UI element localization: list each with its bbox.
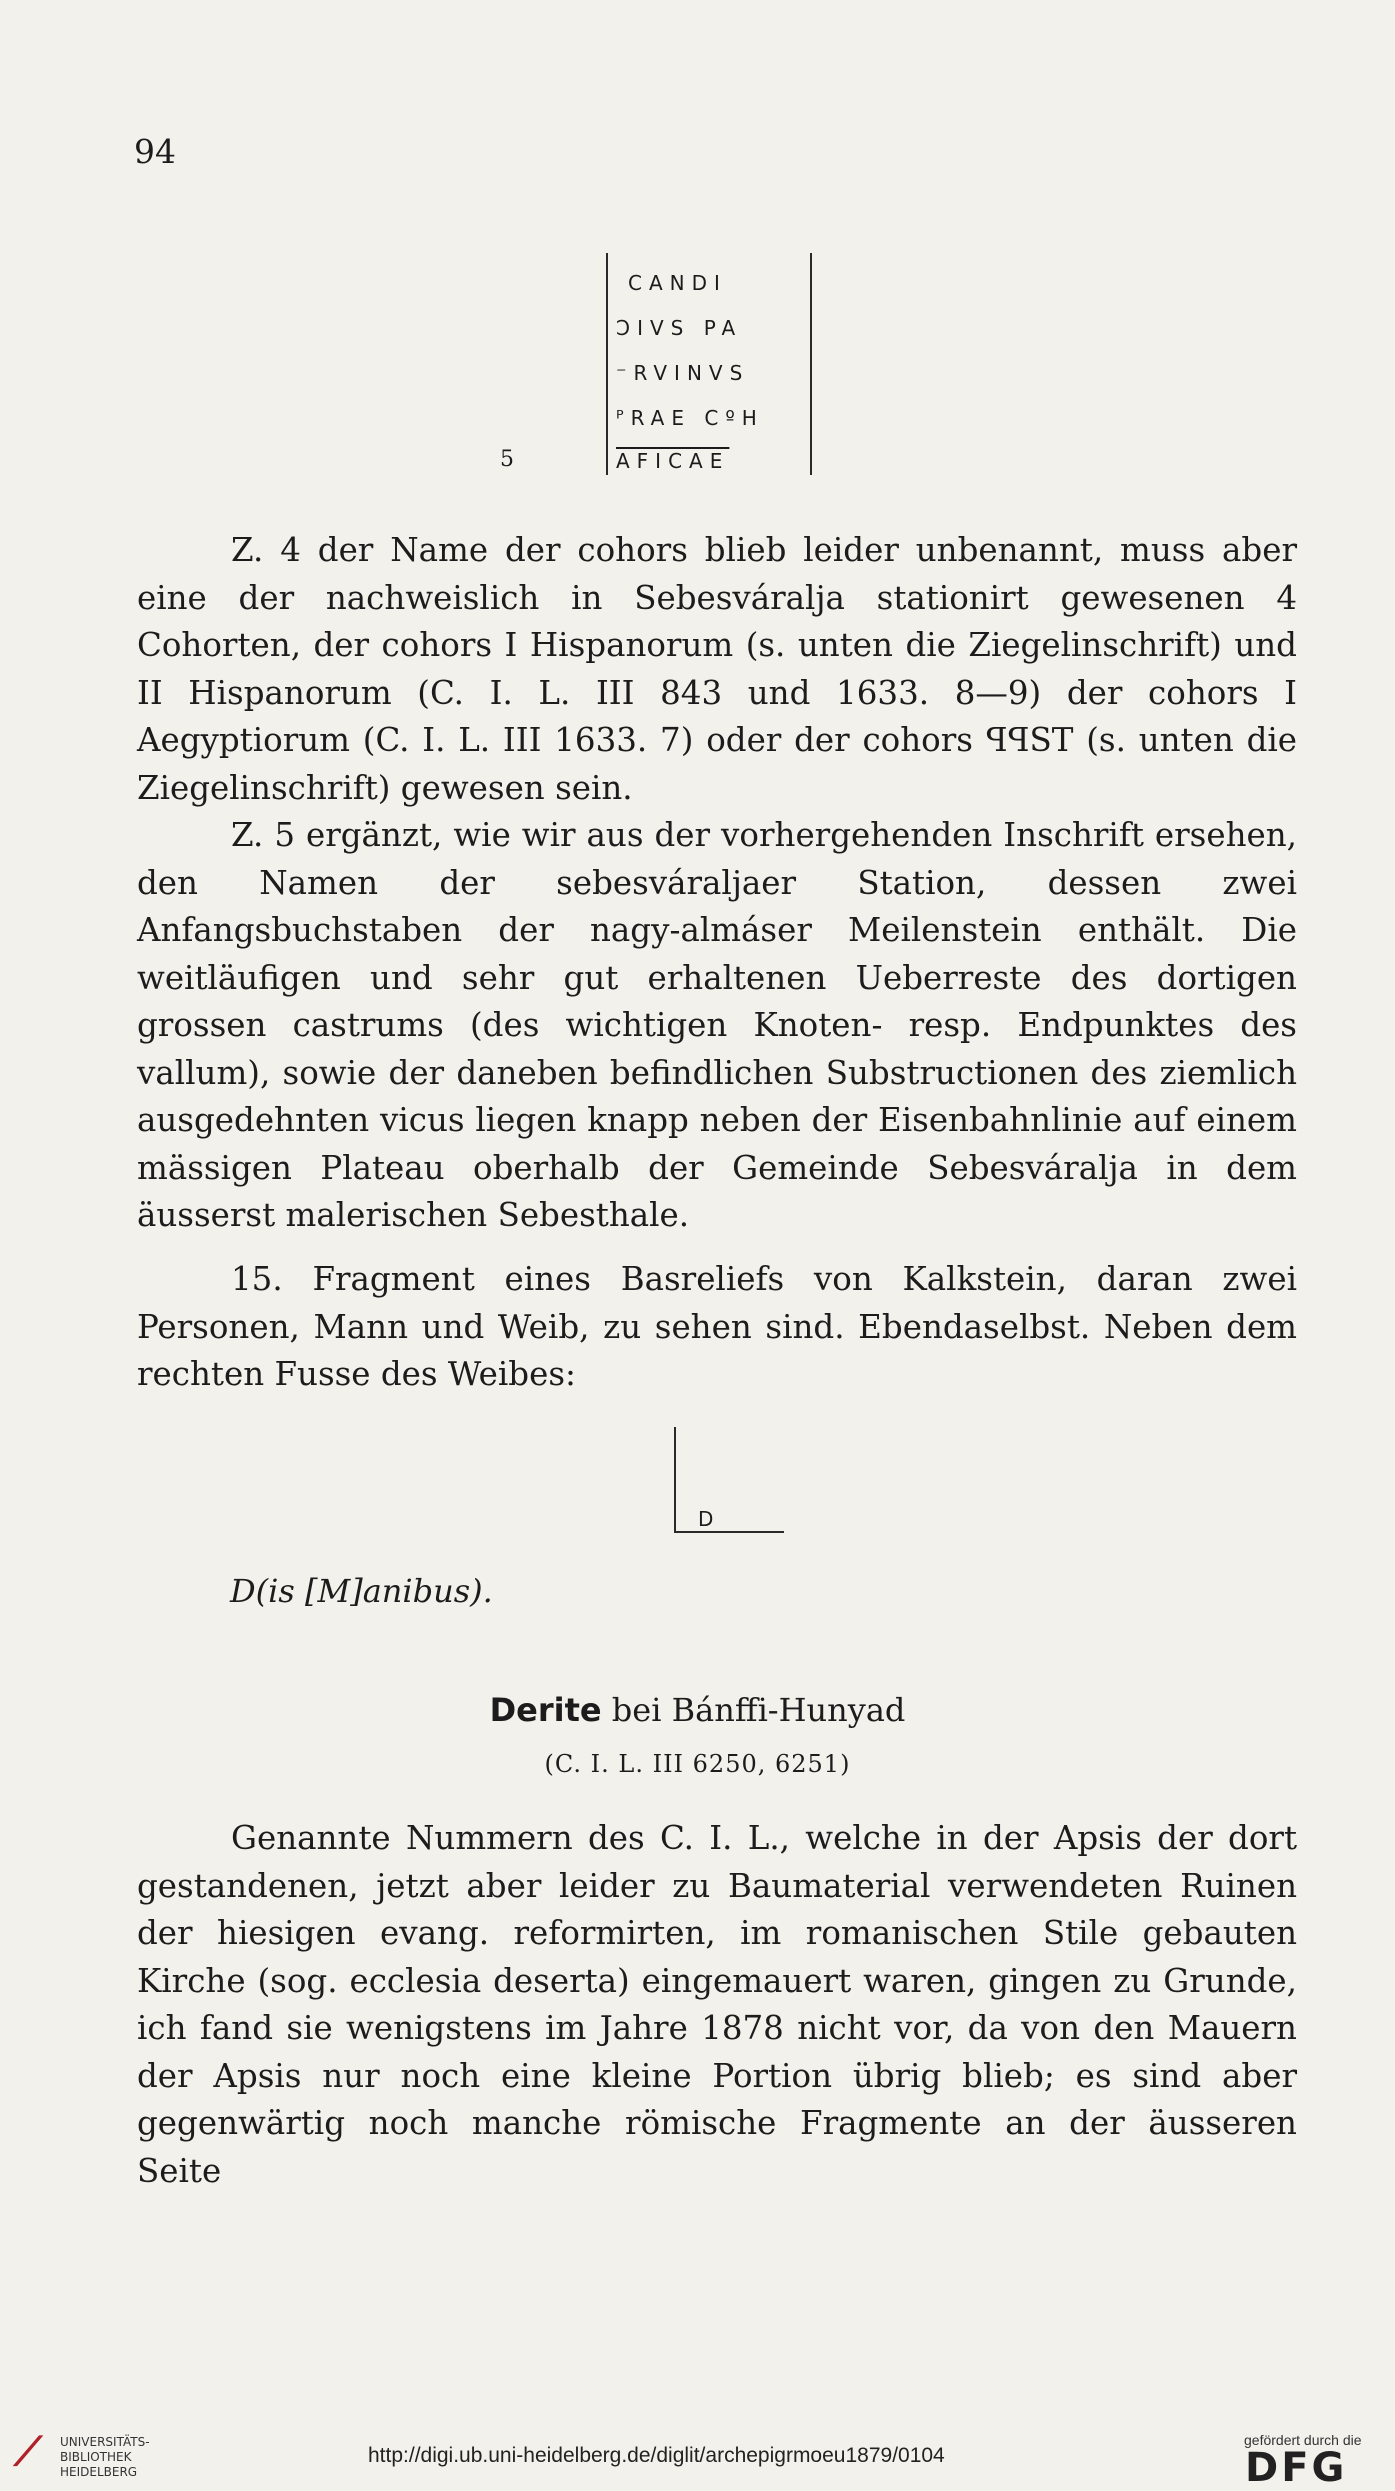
inscription-box	[606, 253, 812, 475]
fragment-sketch	[674, 1427, 784, 1533]
inscription-line-number: 5	[500, 447, 514, 472]
source-url[interactable]: http://digi.ub.uni-heidelberg.de/diglit/archepigrmoeu1879/0104	[368, 2444, 945, 2467]
fragment-letter: D	[698, 1507, 714, 1531]
inscription-line: ƆIVS PA	[616, 316, 743, 340]
inscription-line: AFICAE	[616, 449, 730, 473]
paragraph-4: Genannte Nummern des C. I. L., welche in der Apsis der dort gestandenen, jetzt aber leider zu Baumaterial verwendeten Ruinen der hiesigen evang. reformirten, im romanischen Stile gebauten Kirche (sog. ecclesia deserta) eingemauert waren, gingen zu Grunde, ich fand sie wenigstens im Jahre 1878 nicht vor, da von den Mauern der Apsis nur noch eine kleine Portion übrig blieb; es sind aber gegenwärtig noch manche römische Fragmente an der äusseren Seite	[137, 1819, 1297, 2190]
inscription-line: CANDI	[628, 271, 727, 295]
dfg-logo: DFG	[1245, 2445, 1348, 2491]
heading-place: Derite	[489, 1691, 602, 1729]
library-name: UNIVERSITÄTS- BIBLIOTHEK HEIDELBERG	[60, 2435, 150, 2479]
funded-by-label: gefördert durch die	[1244, 2432, 1362, 2448]
paragraph-3: 15. Fragment eines Basreliefs von Kalkstein, daran zwei Personen, Mann und Weib, zu sehen sind. Ebendaselbst. Neben dem rechten Fusse des Weibes:	[137, 1260, 1297, 1393]
heading-rest: bei Bánffi-Hunyad	[611, 1691, 906, 1729]
paragraph-2: Z. 5 ergänzt, wie wir aus der vorhergehenden Inschrift ersehen, den Namen der sebesváraljaer Station, dessen zwei Anfangsbuchstaben der nagy-almáser Meilenstein enthält. Die weitläufigen und sehr gut erhaltenen Ueberreste des dortigen grossen castrums (des wichtigen Knoten- resp. Endpunktes des vallum), sowie der daneben befindlichen Substructionen des ziemlich ausgedehnten vicus liegen knapp neben der Eisenbahnlinie auf einem mässigen Plateau oberhalb der Gemeinde Sebesváralja in dem äusserst malerischen Sebesthale.	[137, 816, 1297, 1234]
cil-reference: (C. I. L. III 6250, 6251)	[544, 1750, 851, 1778]
inscription-line: ⁻RVINVS	[616, 361, 750, 385]
library-logo-icon: ⟋	[14, 2429, 42, 2475]
fragment-reading: D(is [M]anibus).	[230, 1572, 493, 1610]
page-number: 94	[134, 132, 176, 171]
section-heading	[0, 1691, 1395, 1729]
paragraph-1: Z. 4 der Name der cohors blieb leider unbenannt, muss aber eine der nachweislich in Sebesváralja stationirt gewesenen 4 Cohorten, der cohors I Hispanorum (s. unten die Ziegelinschrift) und II Hispanorum (C. I. L. III 843 und 1633. 8—9) der cohors I Aegyptiorum (C. I. L. III 1633. 7) oder der cohors ꟼꟼST (s. unten die Ziegelinschrift) gewesen sein.	[137, 531, 1297, 807]
inscription-line: ᴾRAE CºH	[616, 406, 764, 430]
